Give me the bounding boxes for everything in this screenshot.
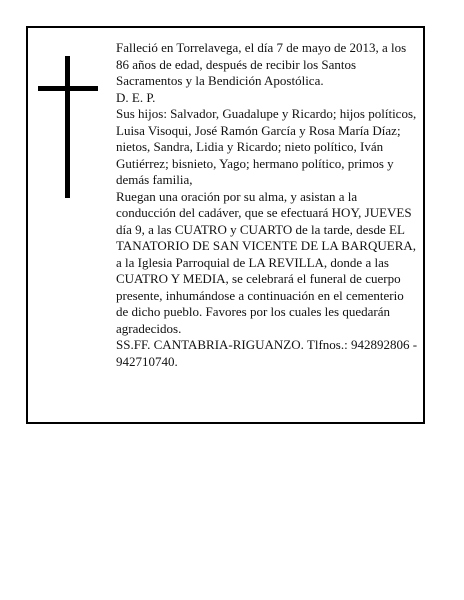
rip-line: D. E. P.: [116, 89, 156, 105]
cross-vertical-bar: [65, 56, 70, 198]
cross-icon: [38, 56, 98, 198]
family-list: Sus hijos: Salvador, Guadalupe y Ricardo; hijos políticos, Luisa Visoqui, José Ramón García y Rosa María Díaz; nietos, Sandra, Lidia y Ricardo; nieto político, Iván Gutiérrez; bisnieto, Yago; hermano político, primos y demás familia,: [116, 106, 417, 187]
funeral-home-contact: SS.FF. CANTABRIA-RIGUANZO. Tlfnos.: 942892806 - 942710740.: [116, 337, 418, 369]
notice-text: [116, 40, 418, 370]
death-announcement: Falleció en Torrelavega, el día 7 de mayo de 2013, a los 86 años de edad, después de recibir los Santos Sacramentos y la Bendición Apostólica.: [116, 40, 407, 88]
funeral-details: Ruegan una oración por su alma, y asistan a la conducción del cadáver, que se efectuará HOY, JUEVES día 9, a las CUATRO y CUARTO de la tarde, desde EL TANATORIO DE SAN VICENTE DE LA BARQUERA, a la Iglesia Parroquial de LA REVILLA, donde a las CUATRO Y MEDIA, se celebrará el funeral de cuerpo presente, inhumándose a continuación en el cementerio de dicho pueblo. Favores por los cuales les quedarán agradecidos.: [116, 188, 417, 336]
cross-horizontal-bar: [38, 86, 98, 91]
obituary-notice: [26, 26, 425, 424]
